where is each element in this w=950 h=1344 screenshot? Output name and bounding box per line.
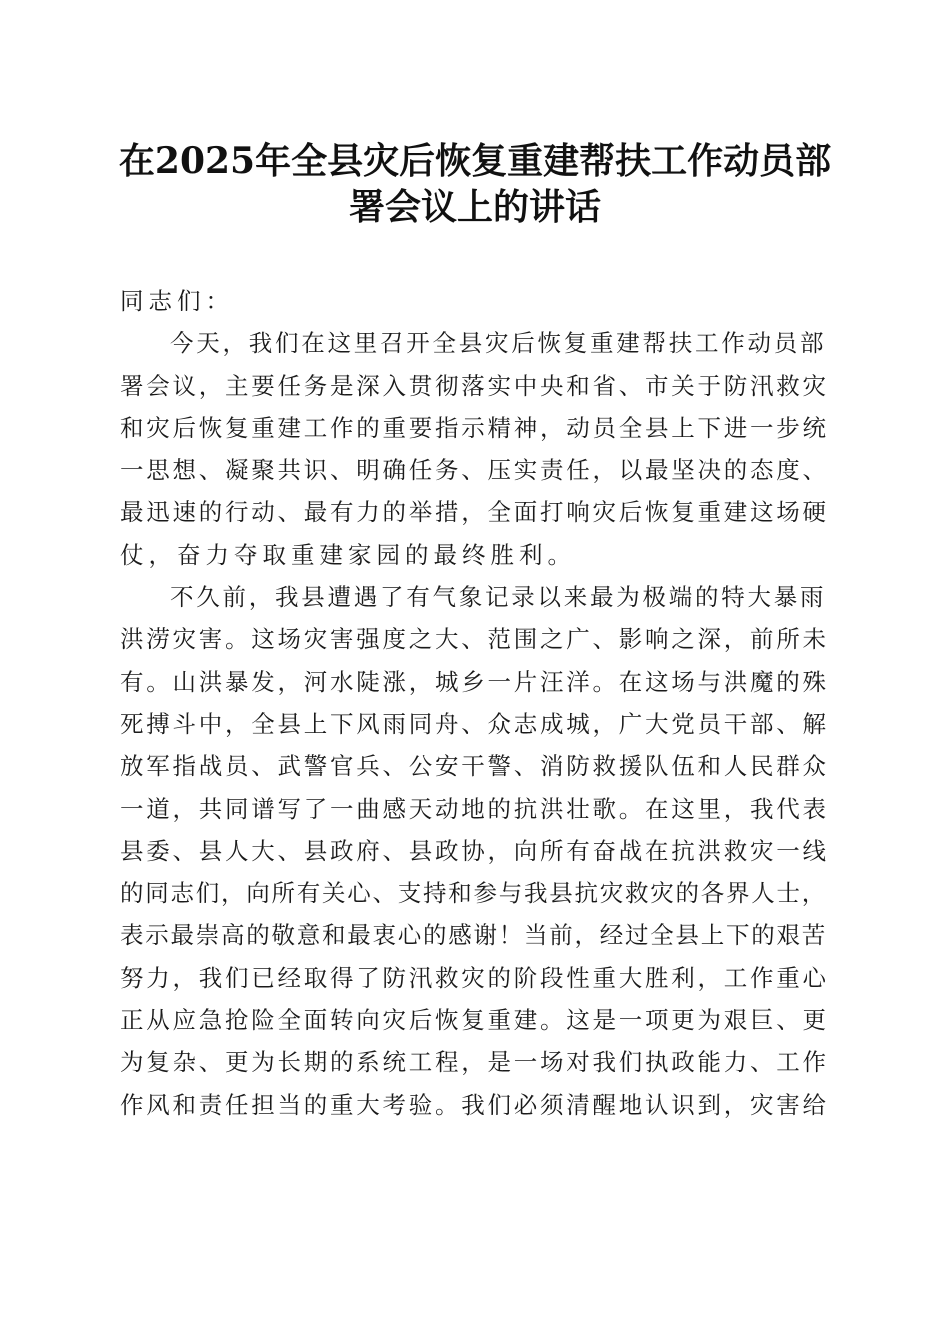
salutation: 同志们： bbox=[120, 287, 234, 315]
paragraph-2-line-10: 努力，我们已经取得了防汛救灾的阶段性重大胜利，工作重心 bbox=[120, 963, 829, 992]
paragraph-2-line-2: 洪涝灾害。这场灾害强度之大、范围之广、影响之深，前所未 bbox=[120, 625, 829, 654]
paragraph-1-line-1: 今天，我们在这里召开全县灾后恢复重建帮扶工作动员部 bbox=[170, 329, 827, 358]
title-line-2: 署会议上的讲话 bbox=[348, 186, 601, 228]
paragraph-2-line-3: 有。山洪暴发，河水陡涨，城乡一片汪洋。在这场与洪魔的殊 bbox=[120, 667, 829, 696]
paragraph-2-line-5: 放军指战员、武警官兵、公安干警、消防救援队伍和人民群众 bbox=[120, 752, 829, 781]
document-title bbox=[100, 138, 850, 230]
paragraph-1-line-2: 署会议，主要任务是深入贯彻落实中央和省、市关于防汛救灾 bbox=[120, 371, 829, 400]
paragraph-1-line-6: 仗，奋力夺取重建家园的最终胜利。 bbox=[120, 540, 576, 569]
paragraph-2-line-4: 死搏斗中，全县上下风雨同舟、众志成城，广大党员干部、解 bbox=[120, 709, 829, 738]
paragraph-1-line-5: 最迅速的行动、最有力的举措，全面打响灾后恢复重建这场硬 bbox=[120, 498, 829, 527]
paragraph-2-line-6: 一道，共同谱写了一曲感天动地的抗洪壮歌。在这里，我代表 bbox=[120, 794, 829, 823]
paragraph-2-line-1: 不久前，我县遭遇了有气象记录以来最为极端的特大暴雨 bbox=[170, 583, 827, 612]
paragraph-1-line-4: 一思想、凝聚共识、明确任务、压实责任，以最坚决的态度、 bbox=[120, 456, 829, 485]
paragraph-2-line-13: 作风和责任担当的重大考验。我们必须清醒地认识到，灾害给 bbox=[120, 1090, 829, 1119]
paragraph-2-line-12: 为复杂、更为长期的系统工程，是一场对我们执政能力、工作 bbox=[120, 1048, 829, 1077]
paragraph-1-line-3: 和灾后恢复重建工作的重要指示精神，动员全县上下进一步统 bbox=[120, 413, 829, 442]
paragraph-2-line-11: 正从应急抢险全面转向灾后恢复重建。这是一项更为艰巨、更 bbox=[120, 1006, 829, 1035]
title-line-1: 在2025年全县灾后恢复重建帮扶工作动员部 bbox=[118, 140, 832, 182]
document-body bbox=[120, 280, 830, 1126]
paragraph-2-line-9: 表示最崇高的敬意和最衷心的感谢！当前，经过全县上下的艰苦 bbox=[120, 921, 827, 950]
paragraph-2-line-7: 县委、县人大、县政府、县政协，向所有奋战在抗洪救灾一线 bbox=[120, 836, 829, 865]
paragraph-2-line-8: 的同志们，向所有关心、支持和参与我县抗灾救灾的各界人士， bbox=[120, 879, 827, 908]
